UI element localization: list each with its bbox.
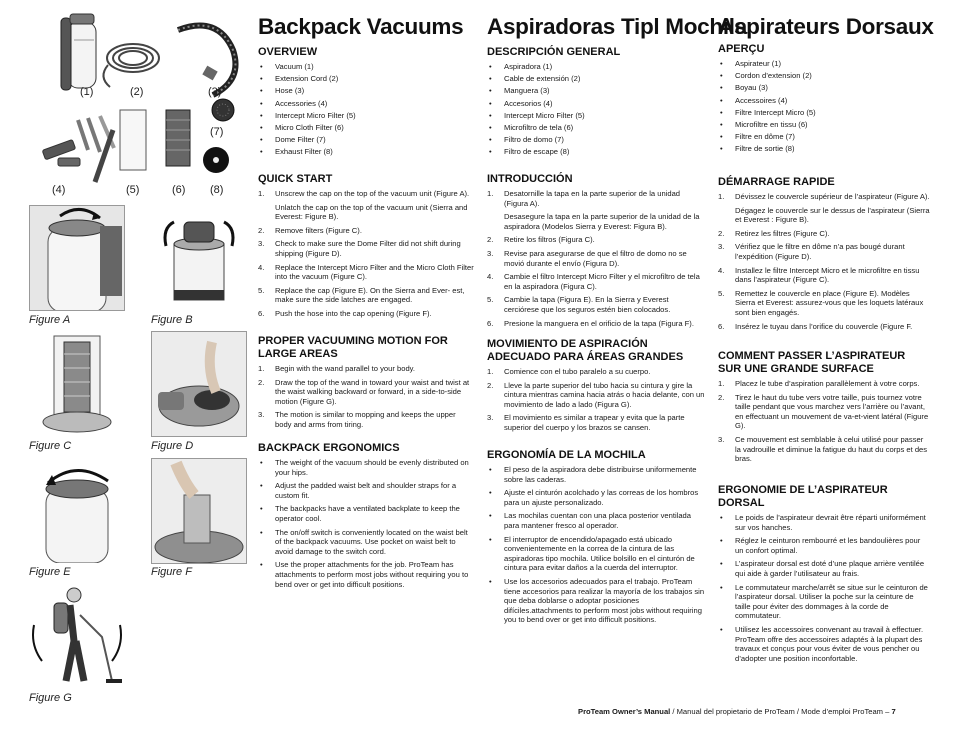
part-number-3: (3) [208, 86, 222, 98]
list-item: • The weight of the vacuum should be evenly distributed on your hips. [258, 458, 474, 477]
figure-e-label: Figure E [29, 566, 71, 578]
motion-section-fr [718, 350, 930, 468]
list-item: 3. Vérifiez que le filtre en dôme n’a pas bougé durant l’expédition (Figure D). [718, 242, 905, 261]
list-item: 1. Desatornille la tapa en la parte superior de la unidad (Figura A). Desasegure la tapa en la parte superior de la unidad de la aspiradora (Modelos Sierra y Everest: Figura B). [487, 189, 700, 231]
overview-heading-es: DESCRIPCIÓN GENERAL [487, 46, 621, 58]
page-number: 7 [891, 707, 896, 716]
list-item: • Filtro de domo (7) [487, 135, 705, 145]
ergonomics-list-es [487, 465, 705, 625]
list-item: • Aspiradora (1) [487, 62, 705, 72]
figure-g-photo [29, 584, 125, 690]
accessories-drawing [42, 116, 114, 182]
ergonomics-list-en [258, 458, 474, 589]
list-item: 1. Begin with the wand parallel to your body. [258, 364, 416, 373]
list-item: 6. Push the hose into the cap opening (Figure F). [258, 308, 432, 318]
list-item: 3. Ce mouvement est semblable à celui utilisé pour passer la vadrouille et diminue la fatigue du haut du corps et des bras. [718, 434, 928, 464]
part-number-5: (5) [126, 184, 140, 196]
list-item: 3. The motion is similar to mopping and keeps the upper body and arms from tiring. [258, 410, 456, 429]
list-item: 2. Retirez les filtres (Figure C). [718, 228, 830, 238]
dome-filter-drawing [212, 99, 234, 121]
list-item: 5. Remettez le couvercle en place (Figure E). Modèles Sierra et Everest: assurez-vous que les loquets latéraux sont bien engagés. [718, 288, 924, 317]
list-item: • Filtre de sortie (8) [718, 144, 930, 154]
list-item: • L’aspirateur dorsal est doté d’une plaque arrière ventilée qui aide à garder l’utilisateur au frais. [718, 559, 930, 578]
list-item: • Filtre Intercept Micro (5) [718, 108, 930, 118]
list-item: 3. El movimiento es similar a trapear y evita que la parte superior del cuerpo y los brazos se cansen. [487, 413, 685, 432]
list-item: • Cordon d’extension (2) [718, 71, 930, 81]
motion-list-fr [718, 379, 930, 464]
ergonomics-section-en [258, 442, 474, 593]
micro-filter-drawing [120, 110, 146, 170]
figure-c-photo [29, 331, 125, 437]
list-item: • Use los accesorios adecuados para el trabajo. ProTeam tiene accesorios para realizar la mayoría de los trabajos sin que deba doblarse o adoptar posiciones difíciles.attachments to perform most jobs without requiring you to bend over or get into difficult positions. [487, 577, 705, 625]
list-item: • Le commutateur marche/arrêt se situe sur le ceinturon de l’aspirateur dorsal. Utiliser la poche sur la ceinture de taille pour éviter des dommages à la corde de commutateur. [718, 583, 930, 621]
ergonomics-heading-es: ERGONOMÍA DE LA MOCHILA [487, 449, 646, 461]
list-item: • Utilisez les accessoires convenant au travail à effectuer. ProTeam offre des accessoires adaptés à la plupart des travaux et conçus pour vous éviter de vous pencher ou d’adopter une position inconfortable. [718, 625, 930, 663]
list-item: 4. Installez le filtre Intercept Micro et le microfiltre en tissu dans l’aspirateur (Figure C). [718, 265, 920, 285]
list-item: • Accessories (4) [258, 99, 474, 109]
list-item: • Adjust the padded waist belt and shoulder straps for a custom fit. [258, 481, 474, 500]
ergonomics-section-fr [718, 484, 930, 667]
list-item: • Hose (3) [258, 86, 474, 96]
list-item: 2. Draw the top of the wand in toward your waist and twist at the waist walking backward or forward, in a side-to-side motion (Figure G). [258, 377, 470, 406]
list-item: • Exhaust Filter (8) [258, 147, 474, 157]
quickstart-list-es [487, 189, 705, 328]
figure-e-photo [29, 458, 125, 564]
quickstart-section-en [258, 173, 474, 323]
figure-d-photo [151, 331, 247, 437]
list-item: 1. Unscrew the cap on the top of the vacuum unit (Figure A). Unlatch the cap on the top of the vacuum unit (Sierra and Everest: Figure B). [258, 189, 470, 222]
quickstart-list-fr [718, 192, 930, 331]
overview-list-es [487, 62, 705, 157]
hose-drawing [178, 26, 236, 96]
figure-f-photo [151, 458, 247, 564]
overview-heading-fr: APERÇU [718, 43, 765, 55]
list-item: • Le poids de l’aspirateur devrait être réparti uniformément sur vos hanches. [718, 513, 930, 532]
list-item: 3. Revise para asegurarse de que el filtro de domo no se movió durante el envío (Figura D). [487, 248, 687, 268]
list-item: • Microfiltre en tissu (6) [718, 120, 930, 130]
overview-list-fr [718, 59, 930, 154]
quickstart-list-en [258, 189, 474, 319]
part-number-2: (2) [130, 86, 144, 98]
part-number-6: (6) [172, 184, 186, 196]
list-item: 2. Remove filters (Figure C). [258, 225, 362, 235]
list-item: • The on/off switch is conveniently located on the waist belt of the backpack vacuums. Use pocket on waist belt to avoid damage to the switch cord. [258, 528, 474, 557]
list-item: • Microfiltro de tela (6) [487, 123, 705, 133]
list-item: • Ajuste el cinturón acolchado y las correas de los hombros para un ajuste personalizado. [487, 488, 705, 507]
list-item: 3. Check to make sure the Dome Filter did not shift during shipping (Figure D). [258, 239, 461, 258]
list-item: 4. Replace the Intercept Micro Filter and the Micro Cloth Filter into the vacuum (Figure C). [258, 262, 474, 282]
list-item: 1. Comience con el tubo paralelo a su cuerpo. [487, 367, 651, 376]
cord-drawing [103, 44, 159, 87]
list-item: • Accessoires (4) [718, 96, 930, 106]
figure-d-label: Figure D [151, 440, 194, 452]
list-item: • Aspirateur (1) [718, 59, 930, 69]
overview-list-en [258, 62, 474, 157]
cloth-filter-drawing [166, 110, 190, 166]
figure-b-label: Figure B [151, 314, 193, 326]
quickstart-heading-es: INTRODUCCIÓN [487, 173, 573, 185]
overview-section-en [258, 46, 474, 160]
quickstart-heading-en: QUICK START [258, 173, 333, 185]
list-item: 2. Lleve la parte superior del tubo hacia su cintura y gire la cintura mientras camina hacia atrás o hacia delante, con un movimiento de lado a lado (Figura G). [487, 380, 705, 409]
list-item: • Vacuum (1) [258, 62, 474, 72]
part-number-1: (1) [80, 86, 94, 98]
figure-c-label: Figure C [29, 440, 72, 452]
overview-section-es [487, 46, 705, 160]
list-item: • Boyau (3) [718, 83, 930, 93]
figure-f-label: Figure F [151, 566, 192, 578]
ergonomics-heading-en: BACKPACK ERGONOMICS [258, 442, 400, 454]
list-item: 1. Placez le tube d’aspiration parallèlement à votre corps. [718, 379, 920, 388]
list-item: 1. Dévissez le couvercle supérieur de l’aspirateur (Figure A). Dégagez le couvercle sur le dessus de l’aspirateur (Sierra et Everest : Figure B). [718, 192, 930, 225]
quickstart-heading-fr: DÉMARRAGE RAPIDE [718, 176, 835, 188]
motion-section-en [258, 335, 474, 434]
motion-section-es [487, 338, 705, 437]
list-item: • Cable de extensión (2) [487, 74, 705, 84]
page-title-fr: Aspirateurs Dorsaux [718, 14, 934, 39]
motion-list-en [258, 364, 474, 430]
list-item: • Filtro de escape (8) [487, 147, 705, 157]
list-item: • El interruptor de encendido/apagado está ubicado convenientemente en la correa de la cintura de las aspiradoras tipo mochila. Utilice bolsillo en el cinturón de cintura para evitar daños a la cuerda del interruptor. [487, 535, 705, 573]
overview-heading-en: OVERVIEW [258, 46, 318, 58]
figure-a-photo [29, 205, 125, 311]
page-title-es: Aspiradoras Tipl Mochila [487, 14, 747, 39]
page-footer [578, 707, 896, 716]
motion-heading-en: PROPER VACUUMING MOTION FOR LARGE AREAS [258, 335, 448, 360]
list-item: • Accesorios (4) [487, 99, 705, 109]
quickstart-section-es [487, 173, 705, 332]
footer-text: / Manual del propietario de ProTeam / Mode d’emploi ProTeam – [670, 707, 892, 716]
ergonomics-heading-fr: ERGONOMIE DE L’ASPIRATEUR DORSAL [718, 484, 888, 509]
motion-list-es [487, 367, 705, 433]
page-title-en: Backpack Vacuums [258, 14, 464, 39]
overview-section-fr [718, 43, 930, 157]
quickstart-section-fr [718, 176, 930, 335]
list-item: • El peso de la aspiradora debe distribuirse uniformemente sobre las caderas. [487, 465, 705, 484]
part-number-7: (7) [210, 126, 224, 138]
motion-heading-es: MOVIMIENTO DE ASPIRACIÓN ADECUADO PARA ÁREAS GRANDES [487, 338, 684, 363]
ergonomics-section-es [487, 449, 705, 629]
ergonomics-list-fr [718, 513, 930, 663]
figure-b-photo [151, 205, 247, 311]
motion-heading-fr: COMMENT PASSER L’ASPIRATEUR SUR UNE GRANDE SURFACE [718, 350, 906, 375]
list-item: • Micro Cloth Filter (6) [258, 123, 474, 133]
list-item: 4. Cambie el filtro Intercept Micro Filter y el microfiltro de tela en la aspiradora (Figura C). [487, 272, 700, 291]
figure-g-label: Figure G [29, 692, 72, 704]
vacuum-drawing [61, 14, 96, 90]
list-item: 2. Tirez le haut du tube vers votre taille, puis tournez votre taille pendant que vous marchez vers l’arrière ou l’avant, en effectuant un mouvement de va-et-vient latéral (Figure G). [718, 392, 929, 431]
list-item: • Dome Filter (7) [258, 135, 474, 145]
list-item: • Extension Cord (2) [258, 74, 474, 84]
list-item: • Réglez le ceinturon rembourré et les bandoulières pour un confort optimal. [718, 536, 930, 555]
figure-a-label: Figure A [29, 314, 71, 326]
list-item: 6. Insérez le tuyau dans l’orifice du couvercle (Figure F. [718, 321, 913, 331]
list-item: • The backpacks have a ventilated backplate to keep the operator cool. [258, 504, 474, 523]
list-item: • Las mochilas cuentan con una placa posterior ventilada para mantener fresco al operador. [487, 511, 705, 530]
list-item: 2. Retire los filtros (Figura C). [487, 235, 595, 245]
list-item: • Manguera (3) [487, 86, 705, 96]
part-number-8: (8) [210, 184, 224, 196]
part-number-4: (4) [52, 184, 66, 196]
parts-illustration [28, 10, 248, 198]
list-item: • Filtre en dôme (7) [718, 132, 930, 142]
footer-brand: ProTeam Owner’s Manual [578, 707, 671, 716]
list-item: 6. Presione la manguera en el orificio de la tapa (Figura F). [487, 318, 694, 328]
list-item: • Intercept Micro Filter (5) [487, 111, 705, 121]
list-item: • Intercept Micro Filter (5) [258, 111, 474, 121]
list-item: 5. Replace the cap (Figure E). On the Sierra and Ever- est, make sure the side latches are engaged. [258, 285, 465, 305]
list-item: 5. Cambie la tapa (Figura E). En la Sierra y Everest cerciórese que los seguros estén bien colocados. [487, 295, 671, 314]
list-item: • Use the proper attachments for the job. ProTeam has attachments to perform most jobs without requiring you to bend over or get into difficult positions. [258, 560, 474, 589]
